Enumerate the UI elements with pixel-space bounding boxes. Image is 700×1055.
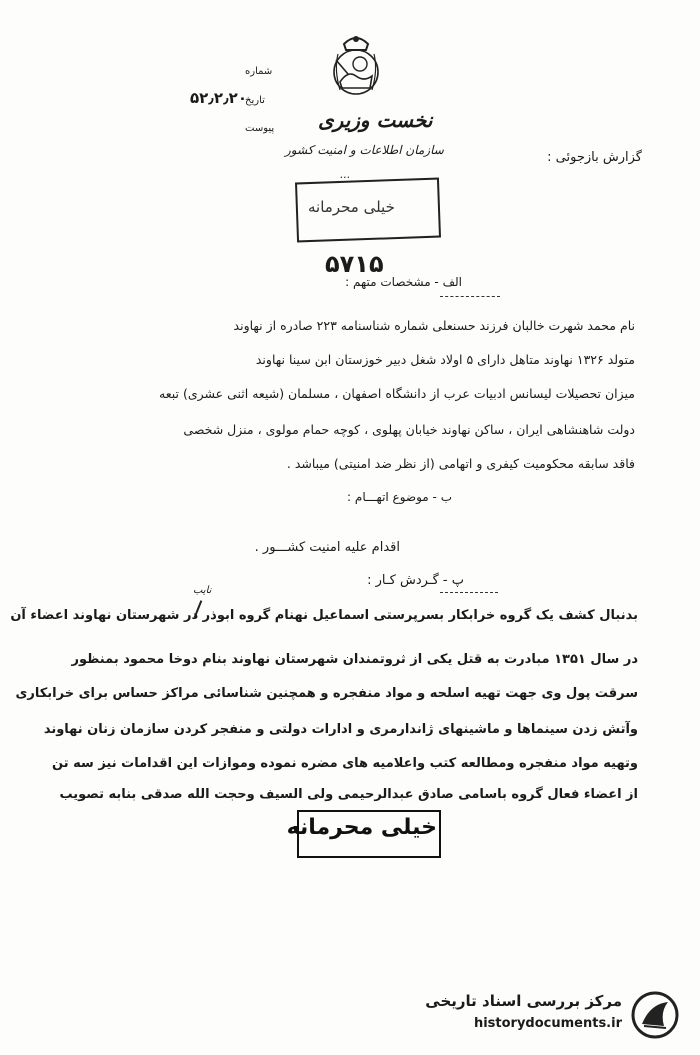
section-c-line: از اعضاء فعال گروه باسامی صادق عبدالرحیمی ولی السیف وحجت الله صدقی بنابه تصویب [59,787,638,802]
handwritten-insertion: نایب [193,585,212,596]
section-a-underline [440,296,500,297]
lion-and-sun-emblem-icon [326,30,386,100]
section-c-line: وآتش زدن سینماها و ماشینهای ژاندارمری و ادارات دولتی و منفجر کردن سازمان زنان نهاوند [43,722,638,737]
date-label: تاریخ [245,95,265,106]
section-c-line: وتهیه مواد منفجره ومطالعه کتب واعلامیه های مضره نموده وموازات این اقدامات نیز سه تن [52,756,638,771]
document-date: ۵۲٫۲٫۲۰ [190,89,247,107]
archive-center-logo-icon [630,990,680,1040]
section-c-line: بدنبال کشف یک گروه خرابکار بسرپرستی اسماعیل نهنام گروه ابوذر در شهرستان نهاوند اعضاء آن [10,608,638,623]
section-a-heading: الف - مشخصات متهم : [345,275,462,289]
report-type: گزارش بازجوئی : [547,150,642,165]
section-a-line: متولد ۱۳۲۶ نهاوند متاهل دارای ۵ اولاد شغل دبیر خوزستان ابن سینا نهاوند [255,352,635,367]
section-a-line: میزان تحصیلات لیسانس ادبیات عرب از دانشگاه اصفهان ، مسلمان (شیعه اثنی عشری) تبعه [159,386,635,401]
section-c-line: در سال ۱۳۵۱ مبادرت به قتل یکی از ثروتمندان شهرستان نهاوند بنام دوخا محمود بمنظور [71,652,638,667]
stamp-top-text: ... [340,168,351,181]
section-c-underline [440,592,498,593]
handwritten-note: ۵۷۱۵ [325,250,384,278]
section-a-line: نام محمد شهرت خالبان فرزند حسنعلی شماره شناسنامه ۲۲۳ صادره از نهاوند [233,318,635,333]
organization-name: سازمان اطلاعات و امنیت کشور [285,143,444,157]
archive-url[interactable]: historydocuments.ir [473,1016,622,1031]
classification-text: خیلی محرمانه [286,815,437,840]
ministry-title: نخست وزیری [318,108,433,132]
reference-number-label: شماره [245,66,273,77]
charge-subject: اقدام علیه امنیت کشـــور . [254,540,400,555]
section-c-line: سرقت پول وی جهت تهیه اسلحه و مواد منفجره و همچنین شناسائی مراکز حساس برای خرابکاری [15,686,638,701]
stamp-text: خیلی محرمانه [308,198,395,216]
section-a-line: دولت شاهنشاهی ایران ، ساکن نهاوند خیابان پهلوی ، کوچه حمام مولوی ، منزل شخصی [183,422,635,437]
archive-center-name: مرکز بررسی اسناد تاریخی [425,992,622,1010]
section-a-line: فاقد سابقه محکومیت کیفری و اتهامی (از نظر ضد امنیتی) میباشد . [286,456,635,471]
section-c-heading: پ - گـردش کـار : [367,573,464,588]
attachment-label: پیوست [245,123,275,134]
section-b-heading: ب - موضوع اتهـــام : [347,490,452,504]
